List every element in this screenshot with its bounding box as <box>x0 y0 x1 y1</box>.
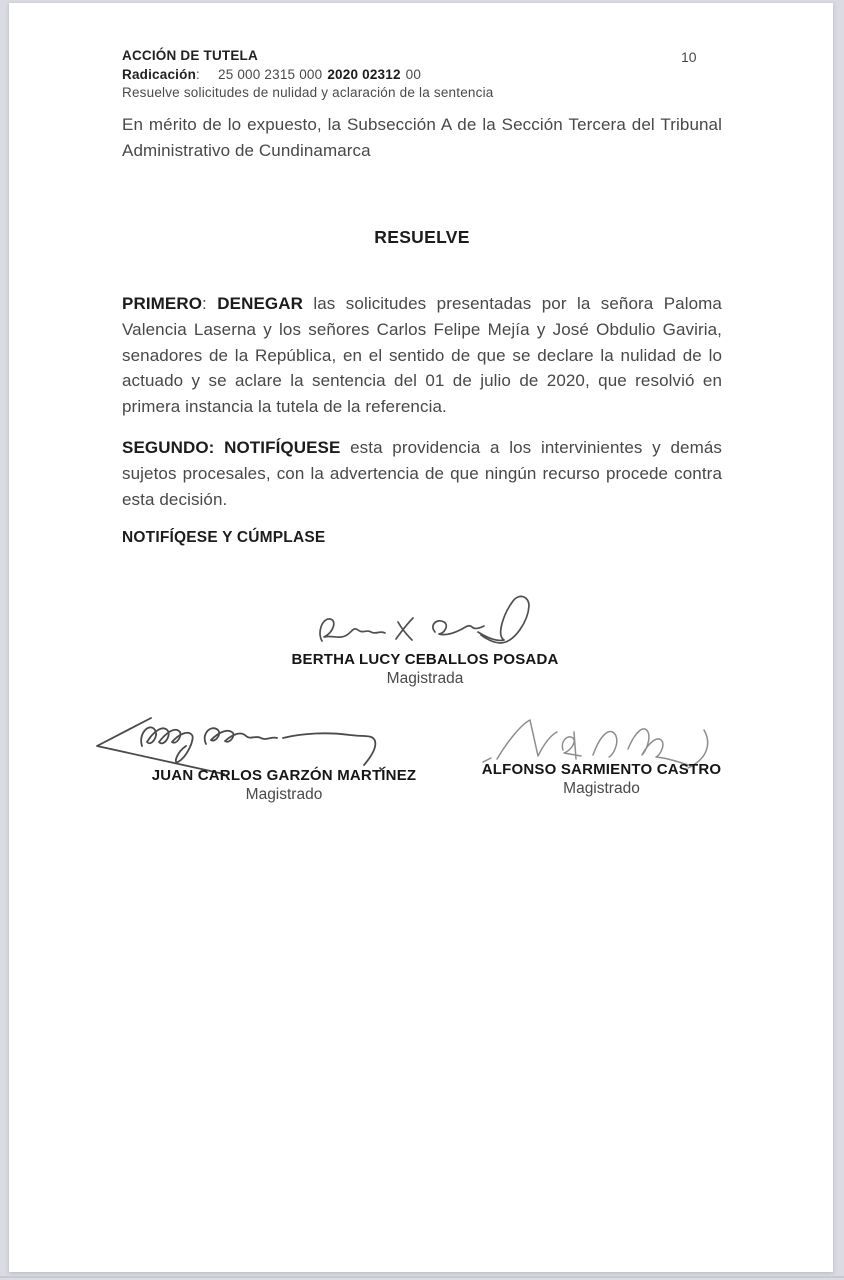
segundo-body-text: esta providencia a los intervinientes y demás sujetos procesales, con la advertencia de que ningún recurso procede contra esta decisión. <box>122 438 722 509</box>
radicacion-number-bold: 2020 02312 <box>327 66 401 82</box>
segundo-paragraph <box>122 435 722 512</box>
primero-paragraph <box>122 291 722 420</box>
document-header <box>122 47 742 103</box>
intro-paragraph: En mérito de lo expuesto, la Subsección A de la Sección Tercera del Tribunal Administrativo de Cundinamarca <box>122 115 722 160</box>
header-radicacion-line <box>122 66 742 85</box>
signature-name: JUAN CARLOS GARZÓN MARTÍNEZ <box>151 767 417 784</box>
signature-name: BERTHA LUCY CEBALLOS POSADA <box>291 651 559 668</box>
primero-separator: : <box>202 294 218 313</box>
resuelve-heading: RESUELVE <box>374 227 470 247</box>
segundo-label: SEGUNDO: NOTIFÍQUESE <box>122 438 341 457</box>
radicacion-number-part2: 00 <box>405 66 422 82</box>
document-page <box>9 3 833 1272</box>
signature-role: Magistrado <box>245 786 323 803</box>
header-case-type: ACCIÓN DE TUTELA <box>122 48 258 63</box>
primero-label: PRIMERO <box>122 294 203 313</box>
signature-name: ALFONSO SARMIENTO CASTRO <box>481 761 722 778</box>
radicacion-number <box>218 67 421 82</box>
radicacion-number-part1: 25 000 2315 000 <box>217 66 323 82</box>
primero-verb: DENEGAR <box>217 294 303 313</box>
signature-role: Magistrada <box>386 670 464 687</box>
signature-bertha-scribble-icon <box>308 591 543 653</box>
viewer-bottom-divider <box>0 1276 844 1278</box>
header-subject: Resuelve solicitudes de nulidad y aclaración de la sentencia <box>122 85 494 100</box>
closing-order: NOTIFÍQESE Y CÚMPLASE <box>122 529 326 546</box>
signature-role: Magistrado <box>563 780 640 797</box>
radicacion-label: Radicación <box>122 66 197 82</box>
signature-block-bertha <box>250 591 600 688</box>
signature-block-juan-carlos <box>109 705 459 804</box>
signature-block-alfonso <box>449 711 754 798</box>
page-number: 10 <box>681 49 697 65</box>
primero-body-text: las solicitudes presentadas por la señora Paloma Valencia Laserna y los señores Carlos Felipe Mejía y José Obdulio Gaviria, senadores de la República, en el sentido de que se declare la nulidad de lo actuado y se aclare la sentencia del 01 de julio de 2020, que resolvió en primera instancia la tutela de la referencia. <box>122 294 722 417</box>
radicacion-colon: : <box>196 66 200 82</box>
